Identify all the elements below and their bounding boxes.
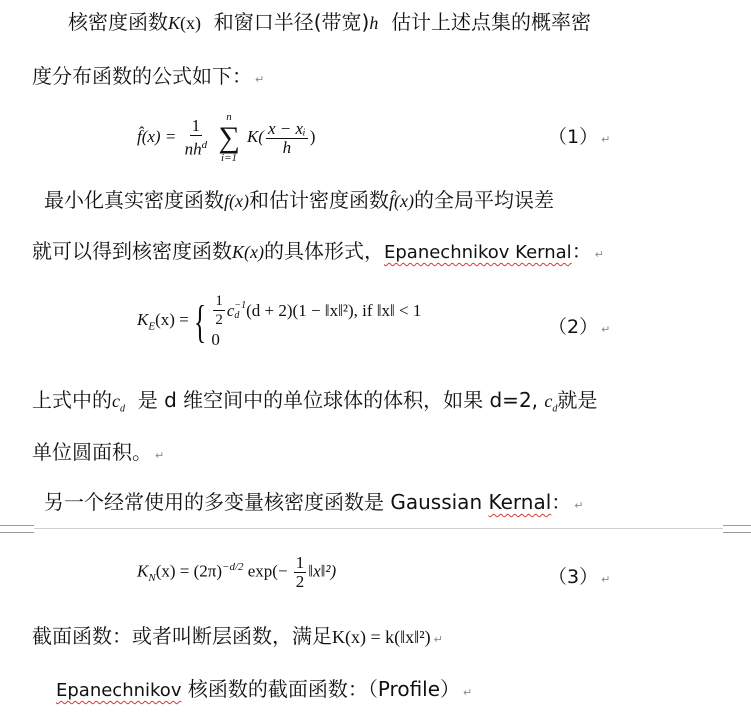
eq1-sum-bottom: i=1 <box>221 152 237 164</box>
paragraph-mark: ↵ <box>601 323 611 336</box>
kernel-arg: (x) <box>180 13 202 33</box>
eq1-kernel: K( <box>246 126 264 146</box>
p1-text-b: 和窗口半径(带宽) <box>213 10 370 34</box>
bandwidth-symbol: h <box>369 13 379 33</box>
eq3-lhs-rest: (x) = (2π) <box>155 561 223 581</box>
p4-colon: ： <box>551 490 572 514</box>
eq2-cd-sup: −1 <box>234 299 247 311</box>
eq3-sup: −d/2 <box>222 560 244 573</box>
eq1-number-text: （1） <box>548 126 599 148</box>
page-break <box>0 522 751 536</box>
eq2-lhs-k: K <box>137 310 149 330</box>
paragraph-4 <box>44 488 584 520</box>
paragraph-mark: ↵ <box>601 573 611 586</box>
p6-text: 核函数的截面函数：（Profile） <box>187 677 461 701</box>
eq1-frac-den <box>183 136 210 159</box>
eq1-close: ) <box>309 126 316 146</box>
p2-text-e: 的具体形式， <box>263 239 384 263</box>
eq2-case1-fraction <box>213 292 225 329</box>
paragraph-3-line-2 <box>32 438 164 470</box>
profile-formula: K(x) = k(‖x‖²) <box>332 627 431 647</box>
p1-text-a: 核密度函数 <box>68 10 168 34</box>
eq2-case-2 <box>211 329 421 351</box>
eq2-lhs-sub: E <box>148 320 156 333</box>
eq1-frac-den-sup: d <box>201 139 208 152</box>
paragraph-3-line-1 <box>32 386 597 424</box>
estimated-density-fn: f̂(x) <box>388 191 414 211</box>
page-break-rule <box>34 528 723 529</box>
paragraph-5 <box>32 622 443 654</box>
cd-symbol-2-c: c <box>544 391 553 411</box>
paragraph-2-line-1 <box>44 186 554 215</box>
eq2-cases <box>211 292 421 351</box>
eq1-sum-symbol: ∑ <box>218 121 240 154</box>
equation-2-number <box>548 312 610 339</box>
epanechnikov-term: Epanechnikov Kernal <box>383 242 572 263</box>
paragraph-mark: ↵ <box>433 633 443 646</box>
eq3-frac-num: 1 <box>295 553 305 572</box>
paragraph-mark: ↵ <box>155 449 165 462</box>
equation-1 <box>137 112 315 164</box>
paragraph-1-line-2 <box>32 62 264 94</box>
eq2-case1-den: 2 <box>215 312 223 328</box>
eq1-frac-den-base: nh <box>184 139 202 159</box>
eq2-brace: { <box>193 295 207 347</box>
page-break-left <box>0 525 34 533</box>
p3-text-b: 是 d 维空间中的单位球体的体积，如果 d=2, <box>137 388 539 412</box>
eq1-sum-top: n <box>226 111 232 123</box>
eq1-lhs: f̂(x) = <box>137 126 177 146</box>
p5-text: 截面函数：或者叫断层函数，满足 <box>32 624 332 648</box>
eq1-summation <box>218 112 239 164</box>
eq2-cd-scripts <box>234 301 246 321</box>
paragraph-6 <box>56 675 472 707</box>
eq2-lhs <box>137 310 189 333</box>
paragraph-mark: ↵ <box>255 73 265 86</box>
eq2-case1-rest: (d + 2)(1 − ‖x‖²), if ‖x‖ < 1 <box>246 300 422 320</box>
eq2-number-text: （2） <box>548 316 599 338</box>
page-break-right <box>723 525 751 533</box>
paragraph-mark: ↵ <box>463 686 473 699</box>
equation-3-number <box>548 562 610 589</box>
eq3-fraction <box>294 554 307 591</box>
cd-symbol-sub: d <box>120 403 125 415</box>
p3-text-a: 上式中的 <box>32 388 112 412</box>
p2-text-b: 和估计密度函数 <box>248 188 389 212</box>
paragraph-mark: ↵ <box>574 499 584 512</box>
eq1-frac-num: 1 <box>191 116 201 136</box>
cd-symbol <box>112 391 125 415</box>
paragraph-2-line-2 <box>32 237 604 269</box>
p1-line-2-text: 度分布函数的公式如下： <box>32 64 252 88</box>
eq3-k: K <box>137 561 149 581</box>
eq3-number-text: （3） <box>548 566 599 588</box>
p2-text-d: 就可以得到核密度函数 <box>32 239 232 263</box>
paragraph-1-line-1 <box>68 8 591 37</box>
cd-symbol-2-sub: d <box>552 403 558 415</box>
equation-3 <box>137 554 336 591</box>
eq1-inner-num: x − xᵢ <box>267 118 306 138</box>
paragraph-mark: ↵ <box>601 133 611 146</box>
epanechnikov-term-2: Epanechnikov <box>56 680 182 701</box>
p4-text-a: 另一个经常使用的多变量核密度函数是 Gaussian <box>44 490 483 514</box>
cd-symbol-c: c <box>112 391 120 411</box>
paragraph-mark: ↵ <box>594 248 604 261</box>
p2-text-a: 最小化真实密度函数 <box>44 188 224 212</box>
p3-text-c: 就是 <box>557 388 598 412</box>
eq1-fraction <box>183 117 210 159</box>
kernal-term: Kernal <box>488 490 552 514</box>
eq1-inner-fraction <box>266 120 308 157</box>
kernel-symbol: K <box>168 13 181 33</box>
equation-2 <box>137 292 421 351</box>
eq1-inner-den: h <box>282 137 292 157</box>
p3-line-2-text: 单位圆面积。 <box>32 440 152 464</box>
eq2-cd-sub: d <box>234 309 240 321</box>
p1-text-c: 估计上述点集的概率密 <box>391 10 592 34</box>
equation-1-number <box>548 122 610 149</box>
eq2-lhs-rest: (x) = <box>155 310 189 330</box>
eq3-lhs-sub: N <box>148 571 156 584</box>
p2-text-c: 的全局平均误差 <box>413 188 554 212</box>
eq3-exp: exp(− <box>243 561 288 581</box>
cd-symbol-2 <box>544 391 558 415</box>
eq3-rest: ‖x‖²) <box>308 561 337 581</box>
true-density-fn: f(x) <box>224 191 249 211</box>
eq3-frac-den: 2 <box>295 572 305 591</box>
eq2-case1-num: 1 <box>215 293 223 309</box>
eq2-case-1 <box>211 292 421 329</box>
p2-colon: ： <box>571 239 592 263</box>
eq2-cd: c <box>226 300 235 320</box>
kernel-fn: K(x) <box>232 242 264 262</box>
eq2-case2-value: 0 <box>211 330 220 349</box>
